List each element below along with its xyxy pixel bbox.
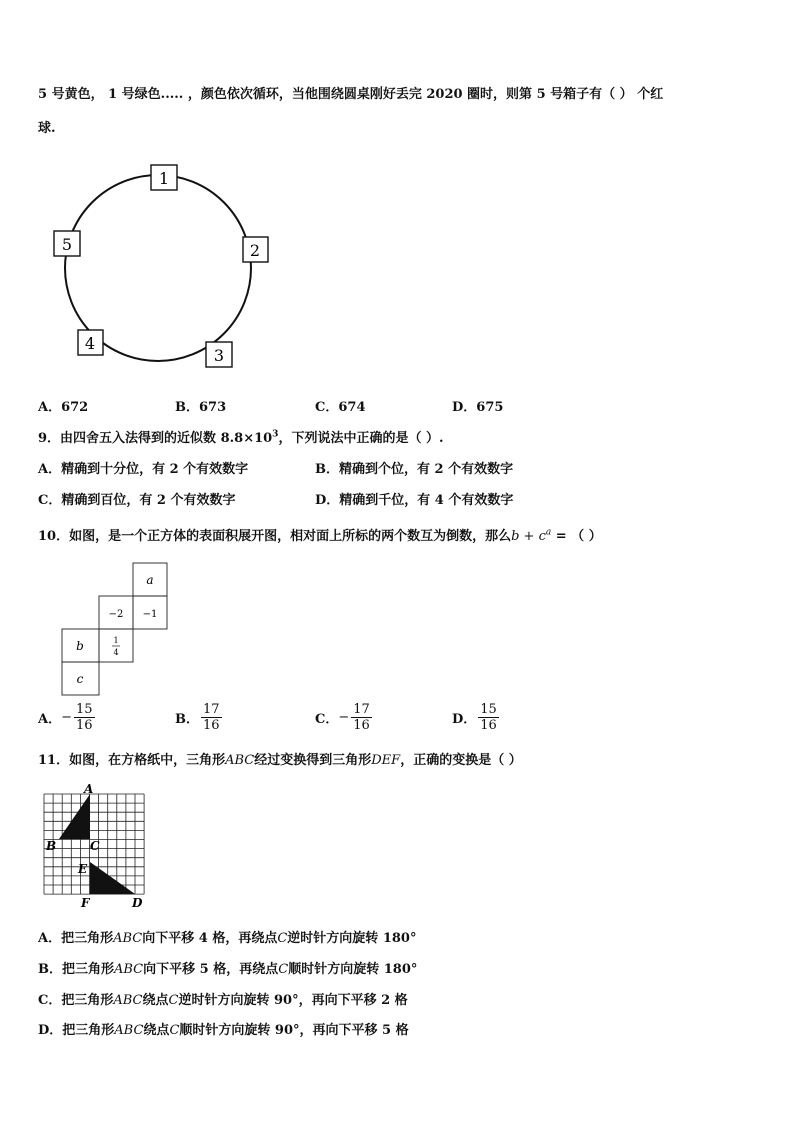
net-label-b: b <box>76 639 84 653</box>
q11-option-d[interactable]: D．把三角形ABC绕点C顺时针方向旋转 90°，再向下平移 5 格 <box>38 1023 409 1038</box>
point-c-label: C <box>90 839 100 853</box>
point-d-label: D <box>132 896 143 910</box>
point-f-label: F <box>81 896 90 910</box>
q11-stem-part2: 经过变换得到三角形 <box>254 753 372 768</box>
net-label-minus2: −2 <box>108 609 124 620</box>
net-label-a: a <box>146 573 154 587</box>
net-cell-quarter <box>99 629 133 662</box>
q9-stem-suffix: ，下列说法中正确的是（ ）. <box>278 431 444 446</box>
q10-option-d-letter: D． <box>452 712 477 727</box>
q10-option-c-sign: − <box>338 710 350 725</box>
point-e-label: E <box>78 862 88 876</box>
q11-option-c[interactable]: C．把三角形ABC绕点C逆时针方向旋转 90°，再向下平移 2 格 <box>38 993 408 1008</box>
q10-option-a-fraction: $\frac{15}{16}$ <box>76 702 93 733</box>
q10-stem <box>38 525 602 544</box>
box-4 <box>78 330 103 355</box>
q10-option-b-letter: B． <box>175 712 199 727</box>
box-2 <box>243 237 268 262</box>
q11-option-a[interactable]: A．把三角形ABC向下平移 4 格，再绕点C逆时针方向旋转 180° <box>38 931 417 946</box>
q10-option-a-letter: A． <box>38 712 62 727</box>
net-label-c: c <box>76 672 84 686</box>
q9-option-c[interactable]: C．精确到百位，有 2 个有效数字 <box>38 493 236 508</box>
q8-option-a[interactable]: A．672 <box>38 400 89 415</box>
q10-option-d-fraction: $\frac{15}{16}$ <box>480 702 497 733</box>
q8-option-c[interactable]: C．674 <box>315 400 366 415</box>
box-3 <box>206 342 232 367</box>
q10-option-c[interactable] <box>315 702 372 733</box>
q9-stem-exponent: 3 <box>272 429 279 440</box>
q9-option-b[interactable]: B．精确到个位，有 2 个有效数字 <box>315 462 514 477</box>
box-5 <box>54 231 80 256</box>
svg-text:2: 2 <box>249 241 261 260</box>
q9-stem-prefix: 9．由四舍五入法得到的近似数 8.8×10 <box>38 431 273 446</box>
cube-net-figure <box>60 562 172 698</box>
q11-option-b[interactable]: B．把三角形ABC向下平移 5 格，再绕点C顺时针方向旋转 180° <box>38 962 418 977</box>
net-label-minus1: −1 <box>142 609 158 620</box>
q9-option-a[interactable]: A．精确到十分位，有 2 个有效数字 <box>38 462 249 477</box>
grid-transform-figure <box>40 783 155 911</box>
point-a-label: A <box>84 783 94 796</box>
point-b-label: B <box>46 839 57 853</box>
q9-stem <box>38 427 444 446</box>
q8-option-b[interactable]: B．673 <box>175 400 227 415</box>
q10-option-b[interactable] <box>175 702 222 733</box>
q11-stem <box>38 749 522 768</box>
q10-option-c-fraction: $\frac{17}{16}$ <box>353 702 370 733</box>
q8-stem-line1: 5 号黄色， 1 号绿色..... ，颜色依次循环，当他围绕圆桌刚好丢完 2020 圈时，则第 5 号箱子有（ ） 个红 <box>38 87 664 102</box>
svg-text:1: 1 <box>158 169 170 188</box>
circle-boxes-figure <box>48 160 278 375</box>
q10-option-b-fraction: $\frac{17}{16}$ <box>203 702 220 733</box>
svg-text:5: 5 <box>61 235 73 254</box>
svg-text:3: 3 <box>213 346 225 365</box>
triangle-abc <box>59 794 90 839</box>
q10-expression-exponent: a <box>545 527 552 538</box>
q10-option-c-letter: C． <box>315 712 339 727</box>
q11-stem-part3: ，正确的变换是（ ） <box>400 753 522 768</box>
net-label-quarter-den: 4 <box>113 648 119 657</box>
q8-stem-line2: 球. <box>38 121 56 136</box>
q11-triangle-def: DEF <box>371 753 401 768</box>
q10-expression-tail: = （ ） <box>551 529 602 544</box>
box-1 <box>151 165 177 190</box>
q11-stem-part1: 11．如图，在方格纸中，三角形 <box>38 753 226 768</box>
q10-stem-text: 10．如图，是一个正方体的表面积展开图，相对面上所标的两个数互为倒数，那么 <box>38 529 512 544</box>
q10-option-a-sign: − <box>61 710 72 725</box>
q10-option-a[interactable] <box>38 702 95 733</box>
q11-triangle-abc: ABC <box>225 753 255 768</box>
q10-expression: b + c <box>511 529 546 544</box>
q10-option-d[interactable] <box>452 702 499 733</box>
q9-option-d[interactable]: D．精确到千位，有 4 个有效数字 <box>315 493 514 508</box>
q8-option-d[interactable]: D．675 <box>452 400 504 415</box>
svg-text:4: 4 <box>84 334 96 353</box>
net-label-quarter-num: 1 <box>113 636 119 645</box>
